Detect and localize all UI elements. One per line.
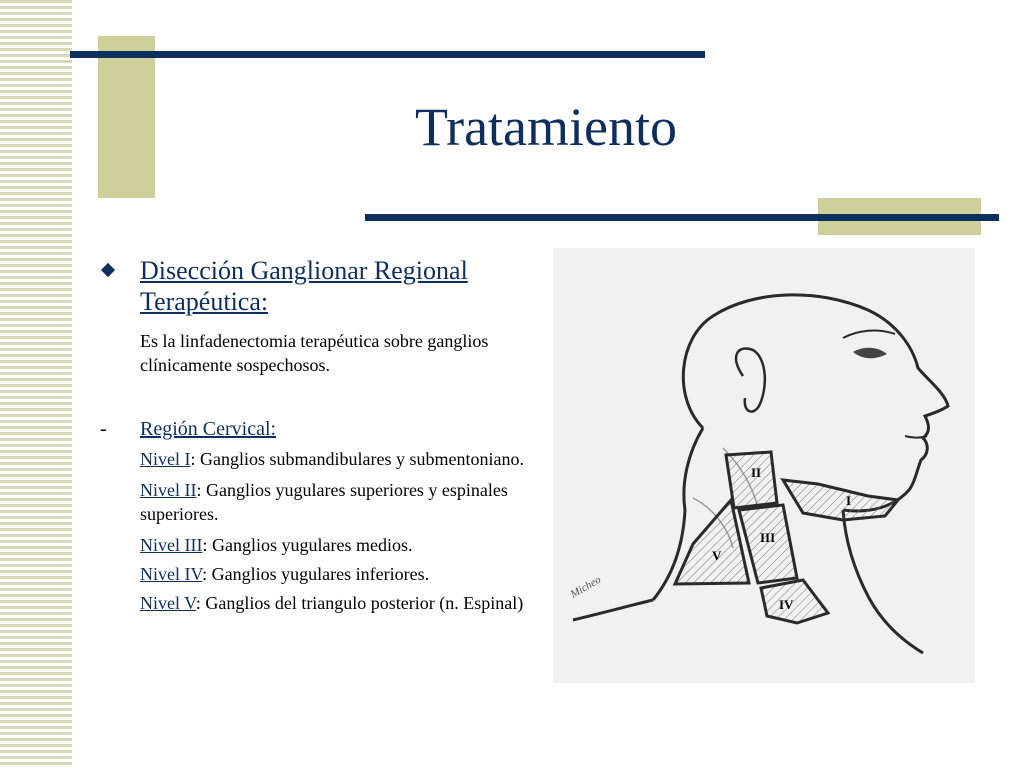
level-item-3 — [140, 533, 540, 557]
level-link[interactable]: Nivel II — [140, 480, 197, 500]
level-link[interactable]: Nivel IV — [140, 564, 203, 584]
neck-front-outline — [843, 510, 923, 653]
level-link[interactable]: Nivel III — [140, 535, 203, 555]
title-decoration-block — [98, 36, 155, 198]
zone-i-region — [783, 480, 898, 520]
level-description: : Ganglios yugulares inferiores. — [202, 564, 430, 584]
level-description: : Ganglios yugulares superiores y espinales superiores. — [140, 480, 508, 524]
neck-lymph-levels-illustration — [553, 248, 975, 683]
zone-ii-region — [726, 452, 777, 508]
slide-title: Tratamiento — [415, 97, 677, 157]
level-item-5 — [140, 591, 540, 615]
ear-outline — [736, 348, 765, 411]
main-heading-link[interactable]: Disección Ganglionar Regional Terapéutica: — [140, 256, 468, 316]
top-rule — [70, 51, 705, 58]
zone-label: IV — [779, 597, 794, 612]
level-description: : Ganglios yugulares medios. — [202, 535, 413, 555]
level-description: : Ganglios submandibulares y submentoniano. — [190, 449, 524, 469]
bottom-rule — [365, 214, 999, 221]
level-item-4 — [140, 562, 540, 586]
diamond-bullet-icon — [101, 263, 115, 277]
level-description: : Ganglios del triangulo posterior (n. Espinal) — [195, 593, 524, 613]
definition-text: Es la linfadenectomia terapéutica sobre ganglios clínicamente sospechosos. — [140, 331, 489, 375]
zone-label: V — [712, 548, 722, 563]
head-outline — [683, 295, 948, 511]
region-row — [100, 417, 540, 441]
eyebrow-line — [843, 331, 895, 338]
mouth-line — [905, 436, 927, 438]
neck-diagram-svg — [553, 248, 975, 683]
shoulder-outline — [573, 600, 653, 620]
zone-label: I — [846, 493, 852, 508]
text-column — [100, 255, 540, 615]
region-heading-link[interactable]: Región Cervical: — [140, 418, 277, 440]
zone-label: III — [760, 530, 776, 545]
eye-shape — [853, 348, 887, 359]
left-stripe-decoration — [0, 0, 72, 768]
level-item-1 — [140, 447, 540, 471]
dash-marker: - — [100, 418, 107, 440]
level-item-2 — [140, 478, 540, 526]
level-link[interactable]: Nivel I — [140, 449, 191, 469]
main-bullet — [100, 255, 540, 317]
zone-iv-region — [761, 580, 828, 623]
artist-signature: Micheo — [568, 573, 604, 601]
zone-label: II — [751, 465, 762, 480]
level-link[interactable]: Nivel V — [140, 593, 196, 613]
